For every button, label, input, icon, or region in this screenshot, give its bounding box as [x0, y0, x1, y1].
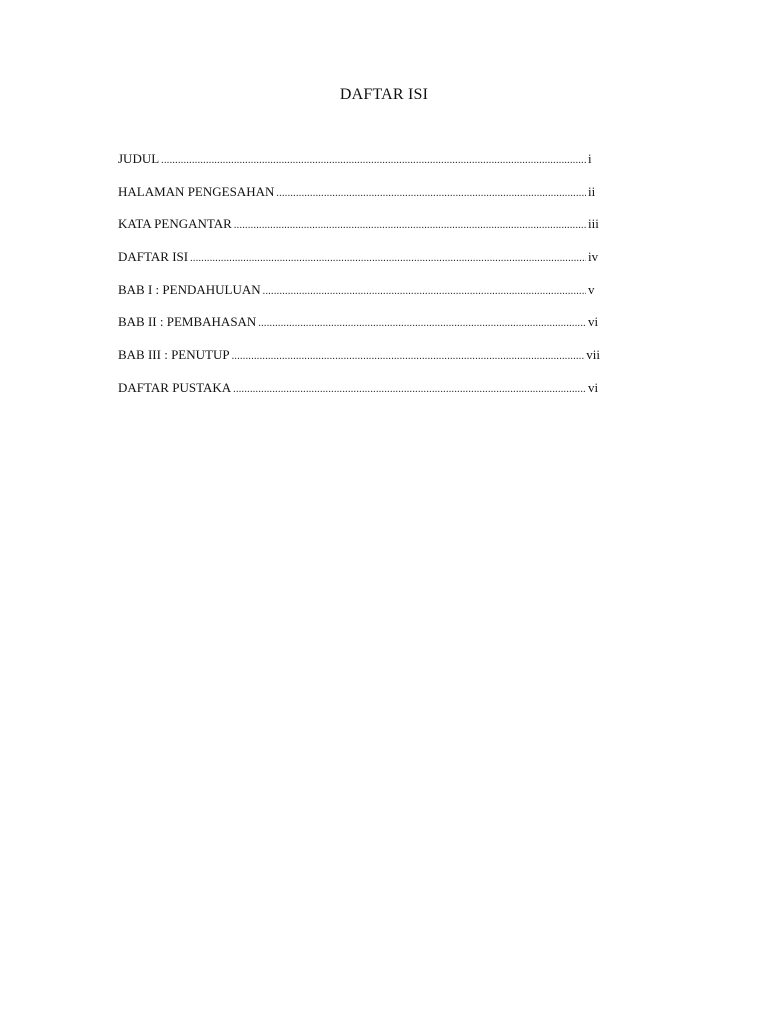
toc-leader-dots — [276, 188, 586, 199]
toc-entry — [118, 380, 600, 413]
toc-leader-dots — [234, 220, 586, 231]
toc-entry-label: DAFTAR PUSTAKA — [118, 379, 232, 395]
toc-entry-page: iii — [588, 216, 599, 232]
toc-entry-label: KATA PENGANTAR — [118, 216, 232, 232]
toc-entry-label: JUDUL — [118, 151, 160, 166]
toc-entry-label: DAFTAR ISI — [118, 249, 189, 265]
toc-entry-label: BAB III : PENUTUP — [118, 347, 230, 363]
toc-entry-page: i — [588, 151, 592, 166]
toc-entry — [118, 282, 600, 315]
toc-leader-dots — [233, 384, 586, 395]
toc-entry — [118, 184, 600, 217]
toc-entry-page: iv — [588, 249, 599, 265]
toc-entry — [118, 249, 600, 282]
toc-entry-label: BAB II : PEMBAHASAN — [118, 314, 257, 330]
toc-entry-page: v — [588, 281, 595, 297]
toc-leader-dots — [263, 286, 586, 297]
toc-entry — [118, 314, 600, 347]
toc-entry-page: ii — [588, 183, 596, 199]
toc-entry-label: HALAMAN PENGESAHAN — [118, 183, 275, 199]
toc-entry — [118, 216, 600, 249]
toc-entry-page: vi — [588, 379, 599, 395]
toc-entry-page: vii — [586, 347, 600, 363]
toc-entry — [118, 151, 600, 184]
page-title: DAFTAR ISI — [339, 86, 429, 103]
toc-entry-page: vi — [588, 314, 599, 330]
toc-leader-dots — [258, 318, 586, 329]
toc-leader-dots — [232, 351, 585, 362]
toc-leader-dots — [190, 253, 586, 264]
toc-entry-label: BAB I : PENDAHULUAN — [118, 281, 261, 297]
toc-leader-dots — [161, 155, 586, 166]
table-of-contents — [118, 151, 600, 413]
toc-entry — [118, 347, 600, 380]
